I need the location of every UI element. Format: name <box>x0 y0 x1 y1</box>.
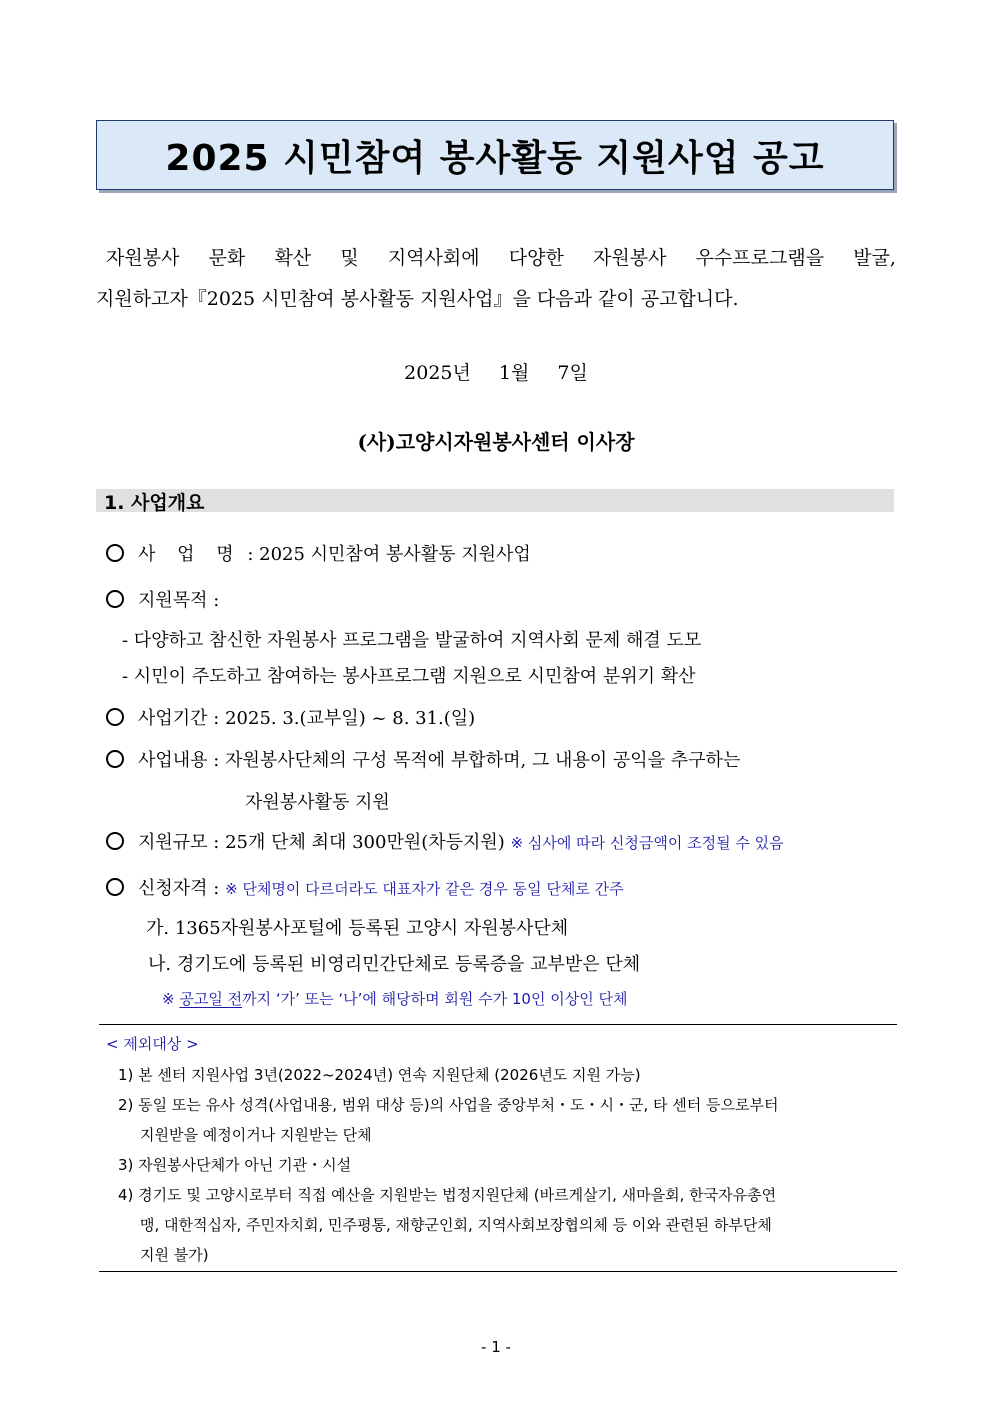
circle-bullet-icon <box>106 544 124 562</box>
purpose-line-1: - 다양하고 참신한 자원봉사 프로그램을 발굴하여 지역사회 문제 해결 도모 <box>122 630 702 651</box>
circle-bullet-icon <box>106 878 124 896</box>
item-label: 지원목적 : <box>138 590 220 611</box>
page-title: 2025 시민참여 봉사활동 지원사업 공고 <box>165 137 825 179</box>
circle-bullet-icon <box>106 832 124 850</box>
intro-word: 확산 <box>274 247 312 269</box>
intro-word: 발굴, <box>853 247 896 269</box>
circle-bullet-icon <box>106 590 124 608</box>
content-line-2: 자원봉사활동 지원 <box>245 792 390 813</box>
section-title: 1. 사업개요 <box>104 492 205 514</box>
exclusions-heading: < 제외대상 > <box>106 1035 199 1053</box>
qualification-a: 가. 1365자원봉사포털에 등록된 고양시 자원봉사단체 <box>146 918 569 939</box>
circle-bullet-icon <box>106 750 124 768</box>
item-label: 사업기간 <box>138 708 208 729</box>
item-label: 지원규모 <box>138 832 208 853</box>
intro-word: 문화 <box>208 247 246 269</box>
intro-word: 자원봉사 <box>593 247 667 269</box>
item-value: : 2025 시민참여 봉사활동 지원사업 <box>247 544 531 565</box>
qualification-note: ※ 단체명이 다르더라도 대표자가 같은 경우 동일 단체로 간주 <box>225 880 624 898</box>
page-number: - 1 - <box>481 1338 511 1356</box>
item-value: : 25개 단체 최대 300만원(차등지원) <box>213 832 505 853</box>
note-underlined: 공고일 전 <box>179 990 243 1008</box>
qualification-note-2 <box>162 988 627 1009</box>
intro-paragraph <box>96 238 896 320</box>
item-value: : 2025. 3.(교부일) ~ 8. 31.(일) <box>213 708 476 729</box>
exclusion-item-2-cont: 지원받을 예정이거나 지원받는 단체 <box>140 1126 372 1144</box>
intro-line-2: 지원하고자『2025 시민참여 봉사활동 지원사업』을 다음과 같이 공고합니다. <box>96 288 739 310</box>
scale-note: ※ 심사에 따라 신청금액이 조정될 수 있음 <box>510 834 784 852</box>
announcement-date: 2025년 1월 7일 <box>404 362 588 384</box>
exclusion-item-3: 3) 자원봉사단체가 아닌 기관・시설 <box>118 1156 352 1174</box>
item-qualification <box>106 874 624 900</box>
note-prefix: ※ <box>162 990 180 1008</box>
section-header <box>96 489 894 512</box>
intro-line-1 <box>96 238 896 279</box>
intro-word: 자원봉사 <box>106 247 180 269</box>
item-label: 신청자격 : <box>138 878 220 899</box>
purpose-line-2: - 시민이 주도하고 참여하는 봉사프로그램 지원으로 시민참여 분위기 확산 <box>122 666 696 687</box>
item-value: : 자원봉사단체의 구성 목적에 부합하며, 그 내용이 공익을 추구하는 <box>213 750 741 771</box>
qualification-b: 나. 경기도에 등록된 비영리민간단체로 등록증을 교부받은 단체 <box>148 954 641 975</box>
exclusion-item-2: 2) 동일 또는 유사 성격(사업내용, 범위 대상 등)의 사업을 중앙부처・도・시・군, 타 센터 등으로부터 <box>118 1096 779 1114</box>
item-label: 사 업 명 <box>138 544 242 565</box>
intro-word: 및 <box>340 247 359 269</box>
item-scale <box>106 828 784 854</box>
organization-signature: (사)고양시자원봉사센터 이사장 <box>357 430 635 454</box>
item-purpose <box>106 586 219 612</box>
note-rest: 까지 ‘가’ 또는 ‘나’에 해당하며 회원 수가 10인 이상인 단체 <box>242 990 628 1008</box>
intro-word: 다양한 <box>508 247 564 269</box>
title-box <box>96 120 894 190</box>
item-period <box>106 704 475 730</box>
item-project-name <box>106 540 531 566</box>
exclusion-item-1: 1) 본 센터 지원사업 3년(2022~2024년) 연속 지원단체 (2026년도 지원 가능) <box>118 1066 641 1084</box>
intro-word: 지역사회에 <box>387 247 480 269</box>
intro-word: 우수프로그램을 <box>695 247 825 269</box>
exclusion-item-4-cont: 맹, 대한적십자, 주민자치회, 민주평통, 재향군인회, 지역사회보장협의체 등 이와 관련된 하부단체 <box>140 1216 772 1234</box>
exclusion-item-4-end: 지원 불가) <box>140 1246 209 1264</box>
circle-bullet-icon <box>106 708 124 726</box>
item-content <box>106 746 740 772</box>
item-label: 사업내용 <box>138 750 208 771</box>
exclusion-item-4: 4) 경기도 및 고양시로부터 직접 예산을 지원받는 법정지원단체 (바르게살기, 새마을회, 한국자유총연 <box>118 1186 777 1204</box>
